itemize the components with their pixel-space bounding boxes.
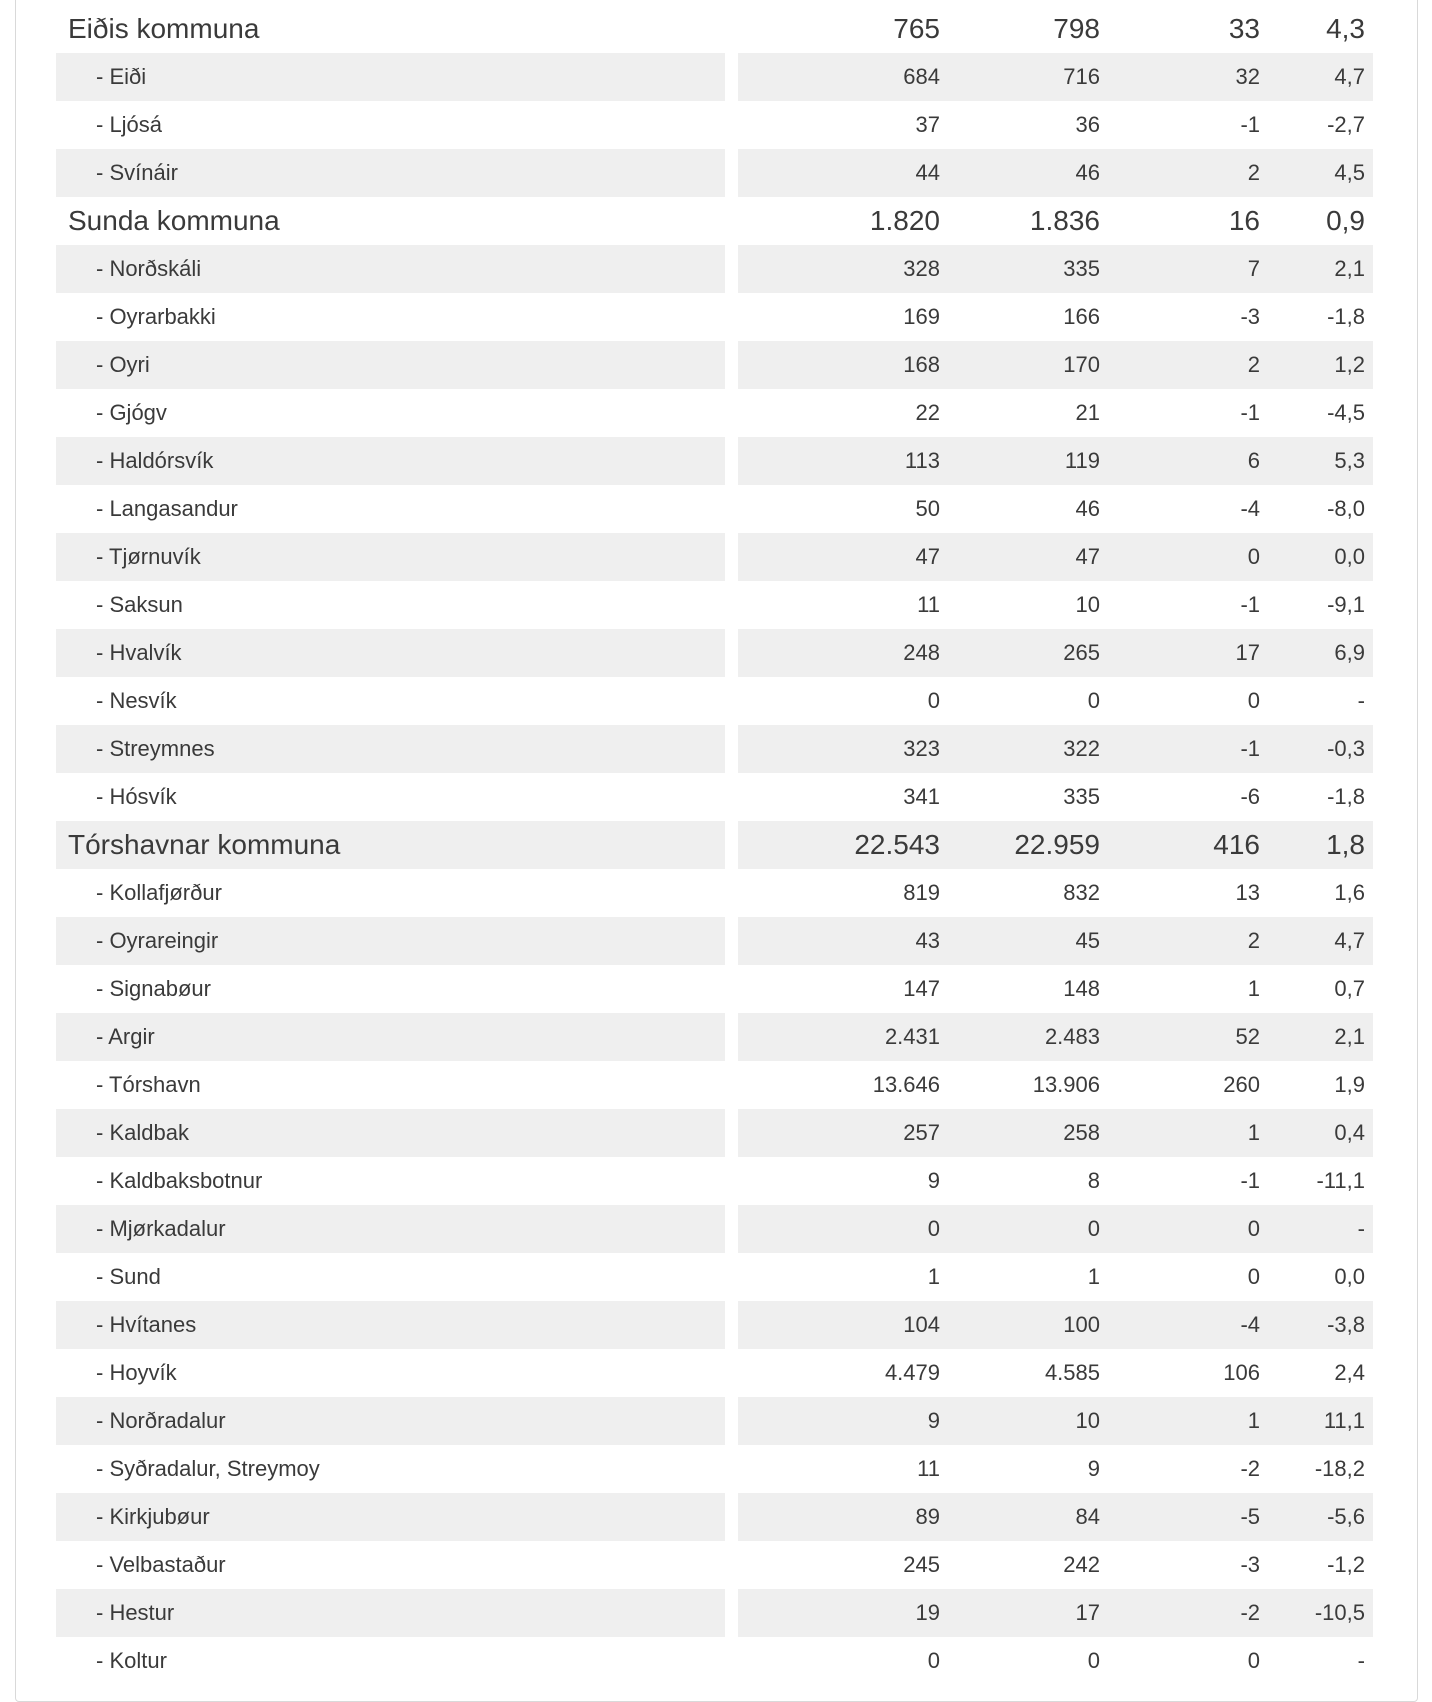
place-name-cell: - Syðradalur, Streymoy [96,1456,320,1481]
population-earlier-cell: 2.431 [884,1024,940,1049]
change-cell: 106 [1223,1360,1260,1385]
municipality-row [56,5,1373,53]
village-row [56,1109,1373,1157]
change-cell: 32 [1235,64,1260,89]
place-name-cell: - Hvalvík [56,629,725,677]
population-earlier-cell: 50 [915,496,940,521]
change-cell: 13 [1235,880,1260,905]
change-percent-cell: -4,5 [1327,400,1365,425]
population-later-cell: 8 [1087,1168,1100,1193]
change-percent-cell: 1,8 [1326,829,1365,860]
change-percent-cell: -2,7 [1327,112,1365,137]
population-later-cell: 100 [1063,1312,1100,1337]
change-percent-cell: - [1357,1216,1365,1241]
place-name-cell: - Tórshavn [96,1072,201,1097]
change-percent-cell: 1,6 [1334,880,1365,905]
place-name-cell: - Hvítanes [56,1301,725,1349]
population-later-cell: 119 [1064,448,1100,473]
population-earlier-cell: 19 [915,1600,940,1625]
place-name-cell: - Gjógv [96,400,167,425]
village-row [56,581,1373,629]
population-later-cell: 322 [1063,736,1100,761]
village-row [56,677,1373,725]
village-row [56,1397,1373,1445]
population-earlier-cell: 328 [903,256,940,281]
population-later-cell: 0 [1087,1216,1100,1241]
place-name-cell: - Oyrarbakki [96,304,216,329]
population-table [56,5,1373,1685]
change-percent-cell: -18,2 [1314,1456,1365,1481]
population-earlier-cell: 0 [927,1216,940,1241]
place-name-cell: - Ljósá [96,112,163,137]
population-earlier-cell: 169 [903,304,940,329]
change-cell: 33 [1228,13,1260,44]
change-cell: -1 [1240,736,1260,761]
population-later-cell: 46 [1075,160,1100,185]
village-row [56,773,1373,821]
population-later-cell: 10 [1075,592,1100,617]
village-row [56,533,1373,581]
change-cell: -4 [1240,1312,1260,1337]
population-earlier-cell: 89 [915,1504,940,1529]
place-name-cell: - Saksun [96,592,183,617]
change-percent-cell: -1,8 [1327,304,1365,329]
place-name-cell: - Kaldbak [56,1109,725,1157]
village-row [56,1541,1373,1589]
village-row [56,149,1373,197]
village-row [56,1013,1373,1061]
population-earlier-cell: 257 [903,1120,940,1145]
place-name-cell: - Eiði [56,53,725,101]
change-percent-cell: 5,3 [1334,448,1365,473]
change-cell: 260 [1223,1072,1260,1097]
place-name-cell: - Kaldbaksbotnur [96,1168,263,1193]
population-later-cell: 0 [1087,1648,1100,1673]
change-percent-cell: -11,1 [1316,1168,1365,1193]
village-row [56,725,1373,773]
population-earlier-cell: 22 [915,400,940,425]
place-name-cell: - Streymnes [56,725,725,773]
change-cell: -1 [1240,112,1260,137]
change-cell: -2 [1240,1600,1260,1625]
place-name-cell: - Oyrareingir [56,917,725,965]
change-percent-cell: -1,2 [1327,1552,1365,1577]
population-later-cell: 265 [1063,640,1100,665]
population-earlier-cell: 147 [903,976,940,1001]
village-row [56,965,1373,1013]
population-earlier-cell: 248 [903,640,940,665]
place-name-cell: - Norðskáli [56,245,725,293]
population-later-cell: 335 [1063,256,1100,281]
population-later-cell: 22.959 [1014,829,1100,860]
change-percent-cell: 0,0 [1334,1264,1365,1289]
change-cell: -4 [1240,496,1260,521]
change-cell: 0 [1247,544,1260,569]
change-percent-cell: - [1357,1648,1365,1673]
place-name-cell: - Hoyvík [96,1360,177,1385]
change-cell: 17 [1235,640,1260,665]
change-cell: 2 [1247,352,1260,377]
population-later-cell: 1.836 [1029,205,1100,236]
population-earlier-cell: 37 [915,112,940,137]
change-cell: -2 [1240,1456,1260,1481]
change-cell: 52 [1235,1024,1260,1049]
village-row [56,1445,1373,1493]
population-earlier-cell: 0 [927,1648,940,1673]
population-later-cell: 0 [1087,688,1100,713]
change-percent-cell: 0,9 [1326,205,1365,236]
place-name-cell: - Hestur [56,1589,725,1637]
village-row [56,869,1373,917]
population-later-cell: 258 [1063,1120,1100,1145]
place-name-cell: - Kirkjubøur [56,1493,725,1541]
population-later-cell: 10 [1075,1408,1100,1433]
population-earlier-cell: 1.820 [869,205,940,236]
change-cell: 16 [1228,205,1260,236]
village-row [56,629,1373,677]
place-name-cell: - Langasandur [96,496,238,521]
change-cell: 1 [1247,976,1260,1001]
population-earlier-cell: 323 [903,736,940,761]
change-percent-cell: 2,1 [1334,1024,1365,1049]
change-cell: -5 [1240,1504,1260,1529]
change-cell: 6 [1247,448,1260,473]
change-percent-cell: 4,3 [1326,13,1365,44]
population-later-cell: 2.483 [1044,1024,1100,1049]
change-percent-cell: - [1357,688,1365,713]
population-later-cell: 148 [1063,976,1100,1001]
place-name-cell: - Nesvík [96,688,177,713]
change-percent-cell: 0,0 [1334,544,1365,569]
population-later-cell: 47 [1075,544,1100,569]
change-cell: -1 [1240,592,1260,617]
village-row [56,101,1373,149]
population-later-cell: 170 [1063,352,1100,377]
village-row [56,1253,1373,1301]
village-row [56,1205,1373,1253]
population-later-cell: 166 [1063,304,1100,329]
village-row [56,1637,1373,1685]
change-cell: 1 [1247,1120,1260,1145]
population-later-cell: 13.906 [1032,1072,1100,1097]
population-earlier-cell: 9 [927,1168,940,1193]
place-name-cell: - Velbastaður [96,1552,226,1577]
village-row [56,389,1373,437]
village-row [56,437,1373,485]
village-row [56,485,1373,533]
population-later-cell: 832 [1063,880,1100,905]
change-cell: 0 [1247,1648,1260,1673]
place-name-cell: - Hósvík [96,784,177,809]
change-cell: -6 [1240,784,1260,809]
place-name-cell: - Sund [96,1264,161,1289]
change-percent-cell: 11,1 [1323,1408,1365,1433]
population-later-cell: 21 [1075,400,1100,425]
village-row [56,1301,1373,1349]
population-later-cell: 242 [1063,1552,1100,1577]
place-name-cell: - Argir [56,1013,725,1061]
population-later-cell: 36 [1075,112,1100,137]
change-percent-cell: -10,5 [1314,1600,1365,1625]
change-cell: -1 [1240,400,1260,425]
population-later-cell: 335 [1063,784,1100,809]
change-percent-cell: 1,2 [1334,352,1365,377]
population-later-cell: 17 [1075,1600,1100,1625]
population-later-cell: 716 [1063,64,1100,89]
village-row [56,1349,1373,1397]
population-earlier-cell: 44 [915,160,940,185]
change-cell: 1 [1247,1408,1260,1433]
population-later-cell: 9 [1087,1456,1100,1481]
population-later-cell: 4.585 [1044,1360,1100,1385]
population-earlier-cell: 11 [917,592,940,617]
change-percent-cell: -5,6 [1327,1504,1365,1529]
change-percent-cell: 2,1 [1334,256,1365,281]
population-earlier-cell: 341 [903,784,940,809]
change-cell: 7 [1247,256,1260,281]
change-percent-cell: 4,5 [1334,160,1365,185]
place-name-cell: - Svínáir [56,149,725,197]
population-later-cell: 798 [1053,13,1100,44]
village-row [56,1157,1373,1205]
place-name-cell: - Kollafjørður [96,880,222,905]
village-row [56,293,1373,341]
change-cell: 2 [1247,928,1260,953]
change-cell: 0 [1247,1264,1260,1289]
population-earlier-cell: 819 [903,880,940,905]
population-earlier-cell: 43 [915,928,940,953]
village-row [56,1493,1373,1541]
place-name-cell: - Koltur [96,1648,167,1673]
population-earlier-cell: 47 [915,544,940,569]
population-earlier-cell: 104 [903,1312,940,1337]
place-name-cell: - Haldórsvík [56,437,725,485]
village-row [56,1061,1373,1109]
place-name-cell: - Norðradalur [56,1397,725,1445]
population-earlier-cell: 0 [927,688,940,713]
population-later-cell: 45 [1075,928,1100,953]
village-row [56,917,1373,965]
population-earlier-cell: 11 [917,1456,940,1481]
change-percent-cell: -1,8 [1327,784,1365,809]
place-name-cell: - Mjørkadalur [56,1205,725,1253]
change-percent-cell: 2,4 [1334,1360,1365,1385]
change-percent-cell: -0,3 [1327,736,1365,761]
change-percent-cell: 0,4 [1334,1120,1365,1145]
village-row [56,245,1373,293]
population-earlier-cell: 1 [927,1264,940,1289]
place-name-cell: Tórshavnar kommuna [56,821,725,869]
population-later-cell: 84 [1075,1504,1100,1529]
place-name-cell: Sunda kommuna [68,205,280,236]
change-percent-cell: 4,7 [1334,928,1365,953]
population-earlier-cell: 22.543 [854,829,940,860]
population-earlier-cell: 9 [927,1408,940,1433]
population-earlier-cell: 4.479 [884,1360,940,1385]
change-cell: 416 [1213,829,1260,860]
place-name-cell: - Signabøur [96,976,211,1001]
population-later-cell: 46 [1075,496,1100,521]
change-percent-cell: 4,7 [1334,64,1365,89]
village-row [56,1589,1373,1637]
change-cell: 0 [1247,1216,1260,1241]
village-row [56,341,1373,389]
population-earlier-cell: 168 [903,352,940,377]
change-cell: -3 [1240,304,1260,329]
change-percent-cell: -9,1 [1327,592,1365,617]
population-earlier-cell: 13.646 [872,1072,940,1097]
municipality-row [56,821,1373,869]
municipality-row [56,197,1373,245]
change-cell: 2 [1247,160,1260,185]
place-name-cell: - Oyri [56,341,725,389]
change-percent-cell: -3,8 [1327,1312,1365,1337]
village-row [56,53,1373,101]
population-earlier-cell: 245 [903,1552,940,1577]
population-earlier-cell: 113 [904,448,940,473]
change-percent-cell: 1,9 [1334,1072,1365,1097]
place-name-cell: - Tjørnuvík [56,533,725,581]
population-later-cell: 1 [1087,1264,1100,1289]
change-cell: 0 [1247,688,1260,713]
change-percent-cell: 6,9 [1334,640,1365,665]
population-earlier-cell: 765 [893,13,940,44]
change-cell: -3 [1240,1552,1260,1577]
change-percent-cell: 0,7 [1334,976,1365,1001]
change-cell: -1 [1240,1168,1260,1193]
change-percent-cell: -8,0 [1327,496,1365,521]
population-earlier-cell: 684 [903,64,940,89]
place-name-cell: Eiðis kommuna [68,13,260,44]
